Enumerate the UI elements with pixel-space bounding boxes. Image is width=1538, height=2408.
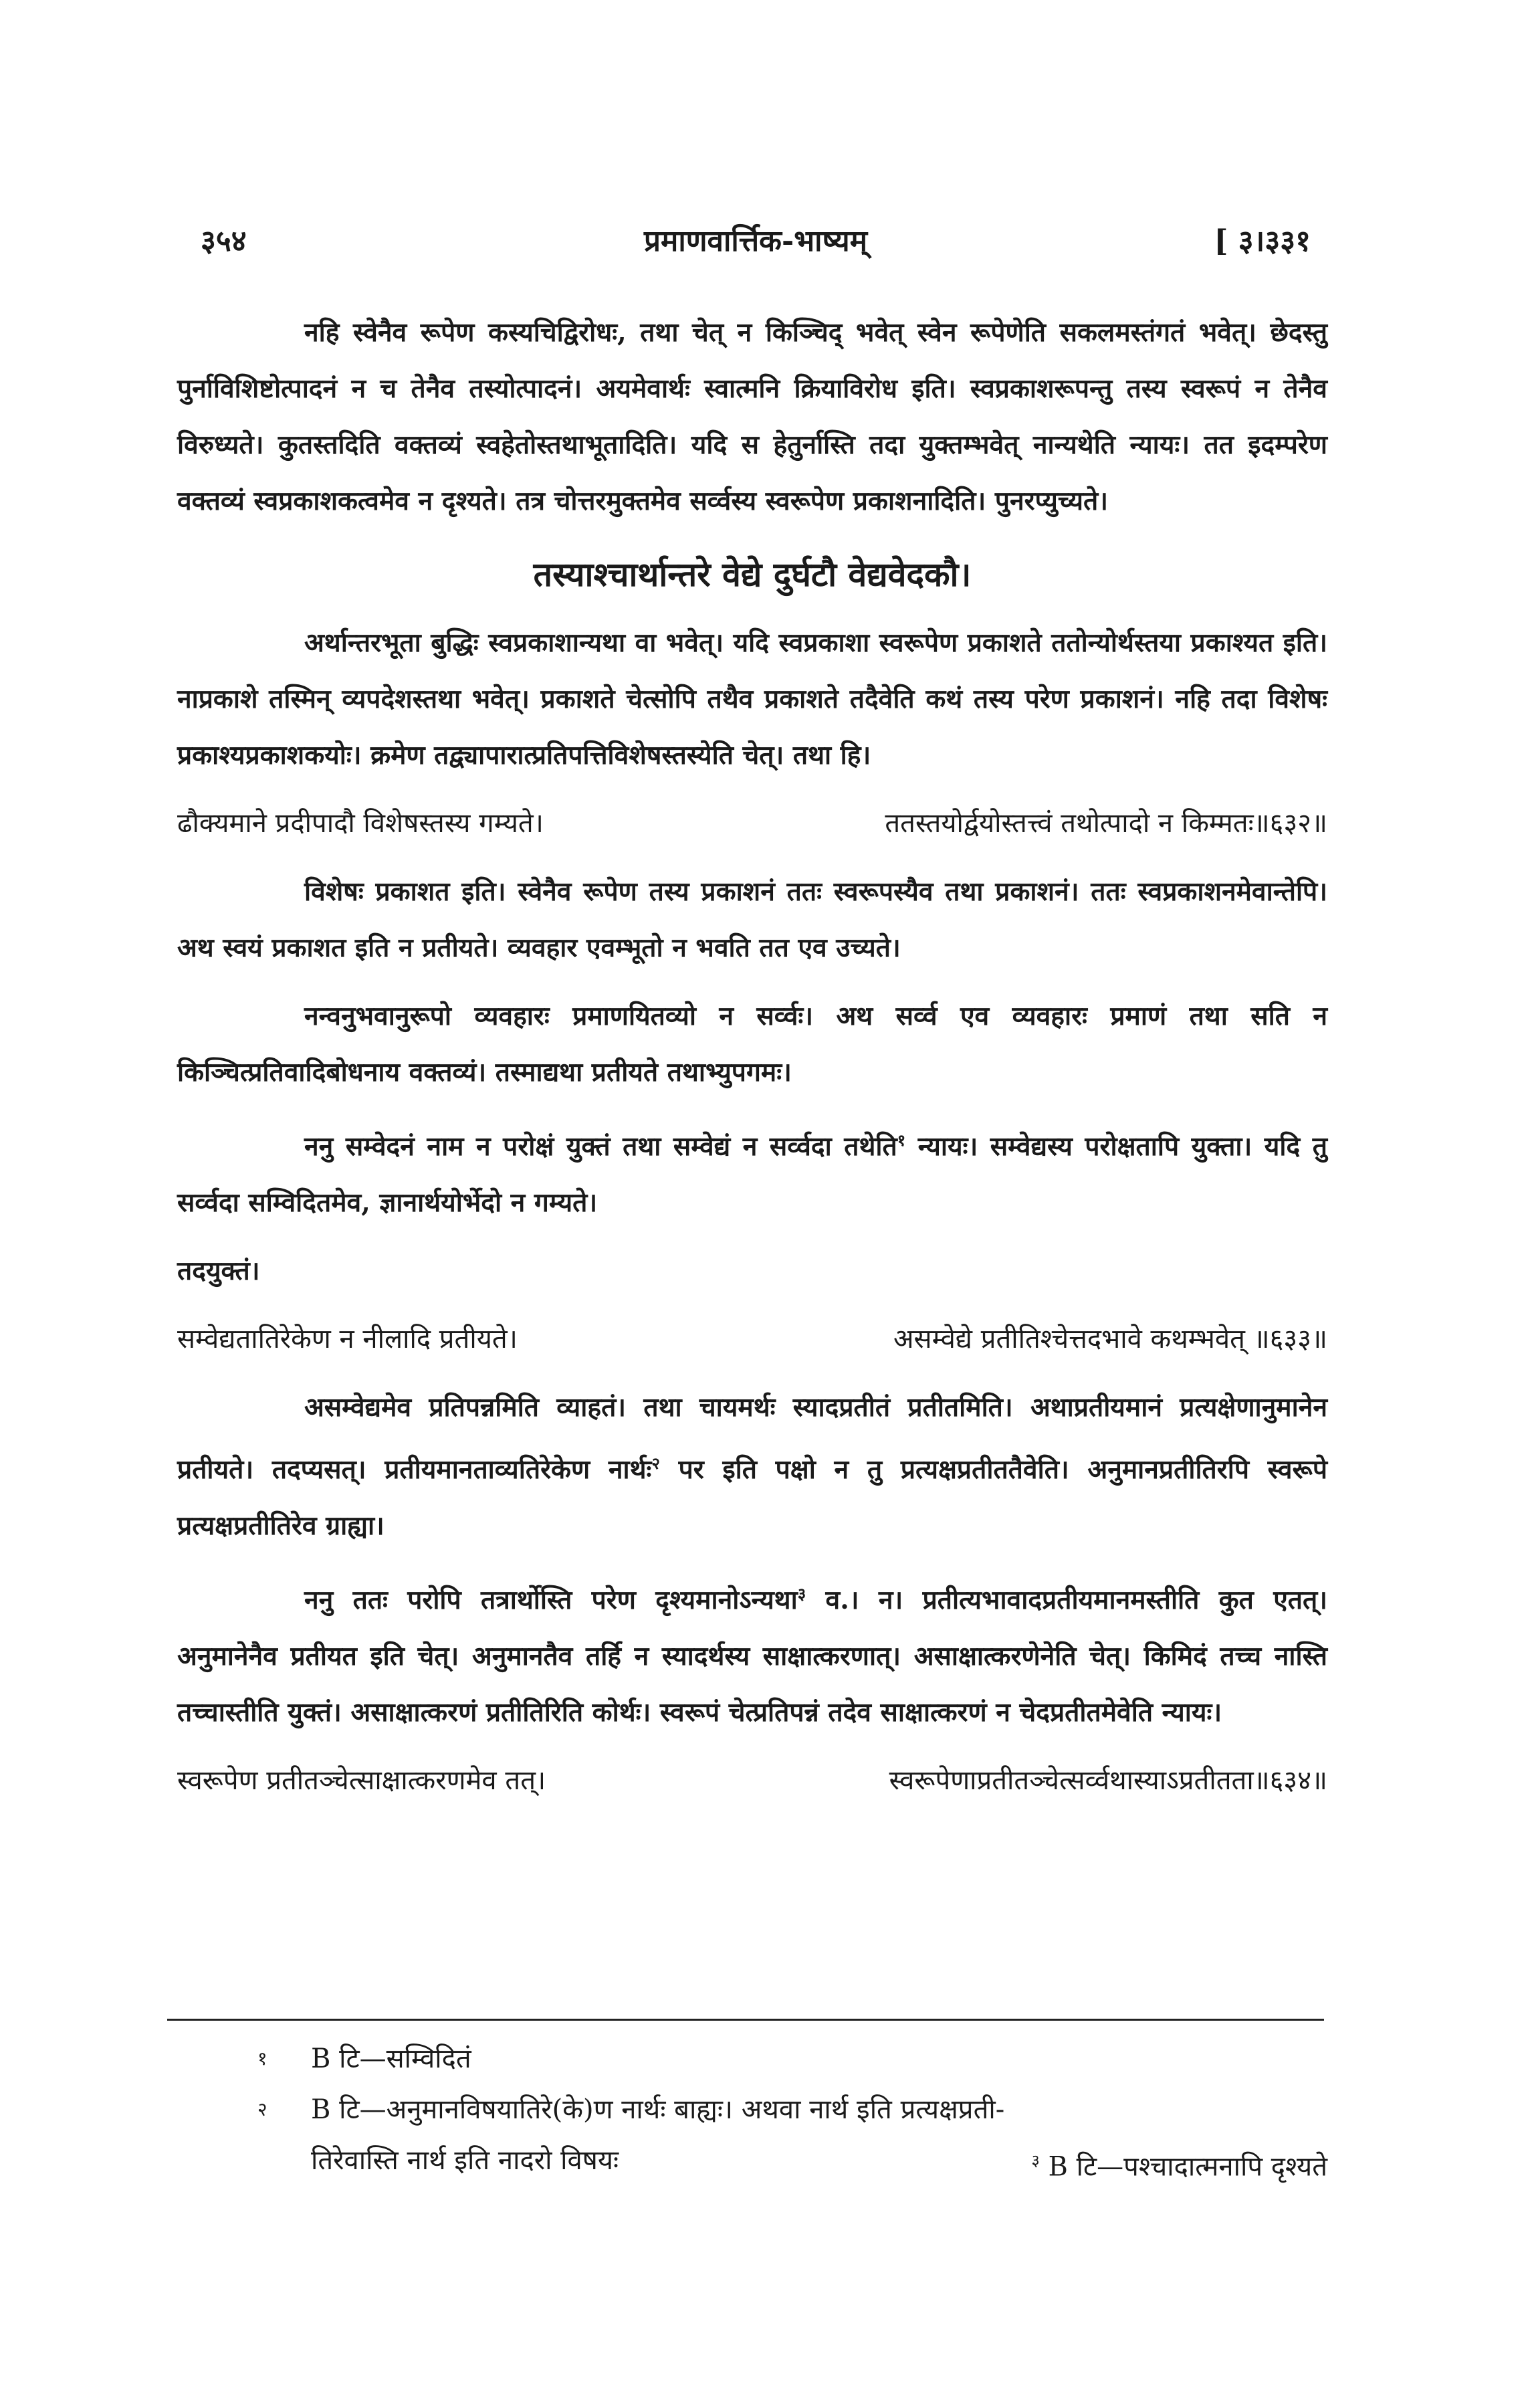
text-run: पर इति पक्षो न तु प्रत्यक्षप्रतीततैवेति। अनुमानप्रतीतिरपि स्वरूपे प्रत्यक्षप्रतीतिरेव ग्राह्या। bbox=[177, 1454, 1327, 1541]
paragraph bbox=[177, 1112, 1327, 1231]
text-run: तदयुक्तं। bbox=[177, 1256, 260, 1286]
verse-633 bbox=[177, 1311, 1327, 1367]
verse-heading bbox=[177, 541, 1327, 608]
footnote-divider bbox=[167, 2019, 1324, 2021]
verse-reference: [ ३।३३१ bbox=[1214, 224, 1311, 258]
footnotes bbox=[257, 2033, 1327, 2192]
text-run: ननु ततः परोपि तत्रार्थोस्ति परेण दृश्यमानोऽन्यथा bbox=[304, 1585, 798, 1615]
verse-first-half: स्वरूपेण प्रतीतञ्चेत्साक्षात्करणमेव तत्। bbox=[177, 1765, 546, 1796]
paragraph: अर्थान्तरभूता बुद्धिः स्वप्रकाशान्यथा वा भवेत्। यदि स्वप्रकाशा स्वरूपेण प्रकाशते ततोन्योर्थस्तया प्रकाश्यत इति। नाप्रकाशे तस्मिन् व्यपदेशस्तथा भवेत्। प्रकाशते चेत्सोपि तथैव प्रकाशते तदैवेति कथं तस्य परेण प्रकाशनं। नहि तदा विशेषः प्रकाश्यप्रकाशकयोः। क्रमेण तद्व्यापारात्प्रतिपत्तिविशेषस्तस्येति चेत्। तथा हि। bbox=[177, 627, 1327, 771]
paragraph bbox=[177, 1566, 1327, 1740]
footnote-mark: ३ bbox=[1031, 2151, 1040, 2170]
verse-632 bbox=[177, 795, 1327, 851]
text-run: न्यायः। सम्वेद्यस्य परोक्षतापि युक्ता। यदि तु सर्व्वदा सम्विदितमेव, ज्ञानार्थयोर्भेदो न गम्यते। bbox=[177, 1131, 1327, 1218]
paragraph bbox=[177, 1379, 1327, 1554]
footnote-mark: २ bbox=[257, 2098, 267, 2120]
text-run: असम्वेद्यमेव प्रतिपन्नमिति व्याहतं। तथा चायमर्थः स्यादप्रतीतं प्रतीतमिति। अथाप्रतीयमानं प्रत्यक्षेणानुमानेन प्रतीयते। तदप्यसत्। प्रतीयमानताव्यतिरेकेण नार्थः bbox=[177, 1392, 1327, 1485]
verse-first-half: सम्वेद्यतातिरेकेण न नीलादि प्रतीयते। bbox=[177, 1324, 518, 1354]
paragraph: नहि स्वेनैव रूपेण कस्यचिद्विरोधः, तथा चेत् न किञ्चिद् भवेत् स्वेन रूपेणेति सकलमस्तंगतं भवेत्। छेदस्तु पुर्नाविशिष्टोत्पादनं न च तेनैव तस्योत्पादनं। अयमेवार्थः स्वात्मनि क्रियाविरोध इति। स्वप्रकाशरूपन्तु तस्य स्वरूपं न तेनैव विरुध्यते। कुतस्तदिति वक्तव्यं स्वहेतोस्तथाभूतादिति। यदि स हेतुर्नास्ति तदा युक्तम्भवेत् नान्यथेति न्यायः। तत इदम्परेण वक्तव्यं स्वप्रकाशकत्वमेव न दृश्यते। तत्र चोत्तरमुक्तमेव सर्व्वस्य स्वरूपेण प्रकाशनादिति। पुनरप्युच्यते। bbox=[177, 317, 1327, 516]
footnote-text: B टि—अनुमानविषयातिरे(के)ण नार्थः बाह्यः। अथवा नार्थ इति प्रत्यक्षप्रती- bbox=[311, 2094, 1005, 2125]
footnote-ref: १ bbox=[897, 1130, 906, 1150]
paragraph-short bbox=[177, 1243, 1327, 1299]
footnote-text: B टि—पश्चादात्मनापि दृश्यते bbox=[1048, 2151, 1327, 2183]
footnote-text: B टि—सम्विदितं bbox=[311, 2043, 471, 2074]
verse-second-half: स्वरूपेणाप्रतीतञ्चेत्सर्व्वथास्याऽप्रतीतता॥६३४॥ bbox=[889, 1765, 1327, 1796]
main-text bbox=[177, 304, 1327, 1821]
footnote-1 bbox=[257, 2033, 1327, 2084]
footnote-mark: १ bbox=[257, 2047, 267, 2070]
page-number: ३५४ bbox=[201, 224, 247, 258]
verse-second-half: ततस्तयोर्द्वयोस्तत्त्वं तथोत्पादो न किम्मतः॥६३२॥ bbox=[885, 808, 1327, 839]
text-run: ननु सम्वेदनं नाम न परोक्षं युक्तं तथा सम्वेद्यं न सर्व्वदा तथेति bbox=[304, 1131, 897, 1162]
verse-second-half: असम्वेद्ये प्रतीतिश्चेत्तदभावे कथम्भवेत् ॥६३३॥ bbox=[893, 1324, 1327, 1354]
footnote-ref: २ bbox=[651, 1453, 660, 1473]
footnote-3 bbox=[1031, 2135, 1327, 2192]
verse-heading-text: तस्याश्चार्थान्तरे वेद्ये दुर्घटौ वेद्यवेदकौ। bbox=[533, 555, 972, 594]
page-header bbox=[201, 219, 1311, 273]
footnote-2 bbox=[257, 2084, 1327, 2135]
text-run: व.। न। प्रतीत्यभावादप्रतीयमानमस्तीति कुत एतत्। अनुमानेनैव प्रतीयत इति चेत्। अनुमानतैव तर्हि न स्यादर्थस्य साक्षात्करणात्। असाक्षात्करणेनेति चेत्। किमिदं तच्च नास्ति तच्चास्तीति युक्तं। असाक्षात्करणं प्रतीतिरिति कोर्थः। स्वरूपं चेत्प्रतिपन्नं तदेव साक्षात्करणं न चेदप्रतीतमेवेति न्यायः। bbox=[177, 1585, 1327, 1728]
footnote-2-cont: तिरेवास्ति नार्थ इति नादरो विषयः bbox=[311, 2145, 619, 2176]
paragraph: नन्वनुभवानुरूपो व्यवहारः प्रमाणयितव्यो न सर्व्वः। अथ सर्व्व एव व्यवहारः प्रमाणं तथा सति न किञ्चित्प्रतिवादिबोधनाय वक्तव्यं। तस्माद्यथा प्रतीयते तथाभ्युपगमः। bbox=[177, 1001, 1327, 1088]
footnote-ref: ३ bbox=[797, 1584, 806, 1603]
running-title: प्रमाणवार्त्तिक-भाष्यम् bbox=[643, 224, 868, 258]
paragraph: विशेषः प्रकाशत इति। स्वेनैव रूपेण तस्य प्रकाशनं ततः स्वरूपस्यैव तथा प्रकाशनं। ततः स्वप्रकाशनमेवान्तेपि। अथ स्वयं प्रकाशत इति न प्रतीयते। व्यवहार एवम्भूतो न भवति तत एव उच्यते। bbox=[177, 876, 1327, 963]
verse-634 bbox=[177, 1752, 1327, 1809]
verse-first-half: ढौक्यमाने प्रदीपादौ विशेषस्तस्य गम्यते। bbox=[177, 808, 544, 839]
footnote-continuation bbox=[257, 2135, 1327, 2192]
